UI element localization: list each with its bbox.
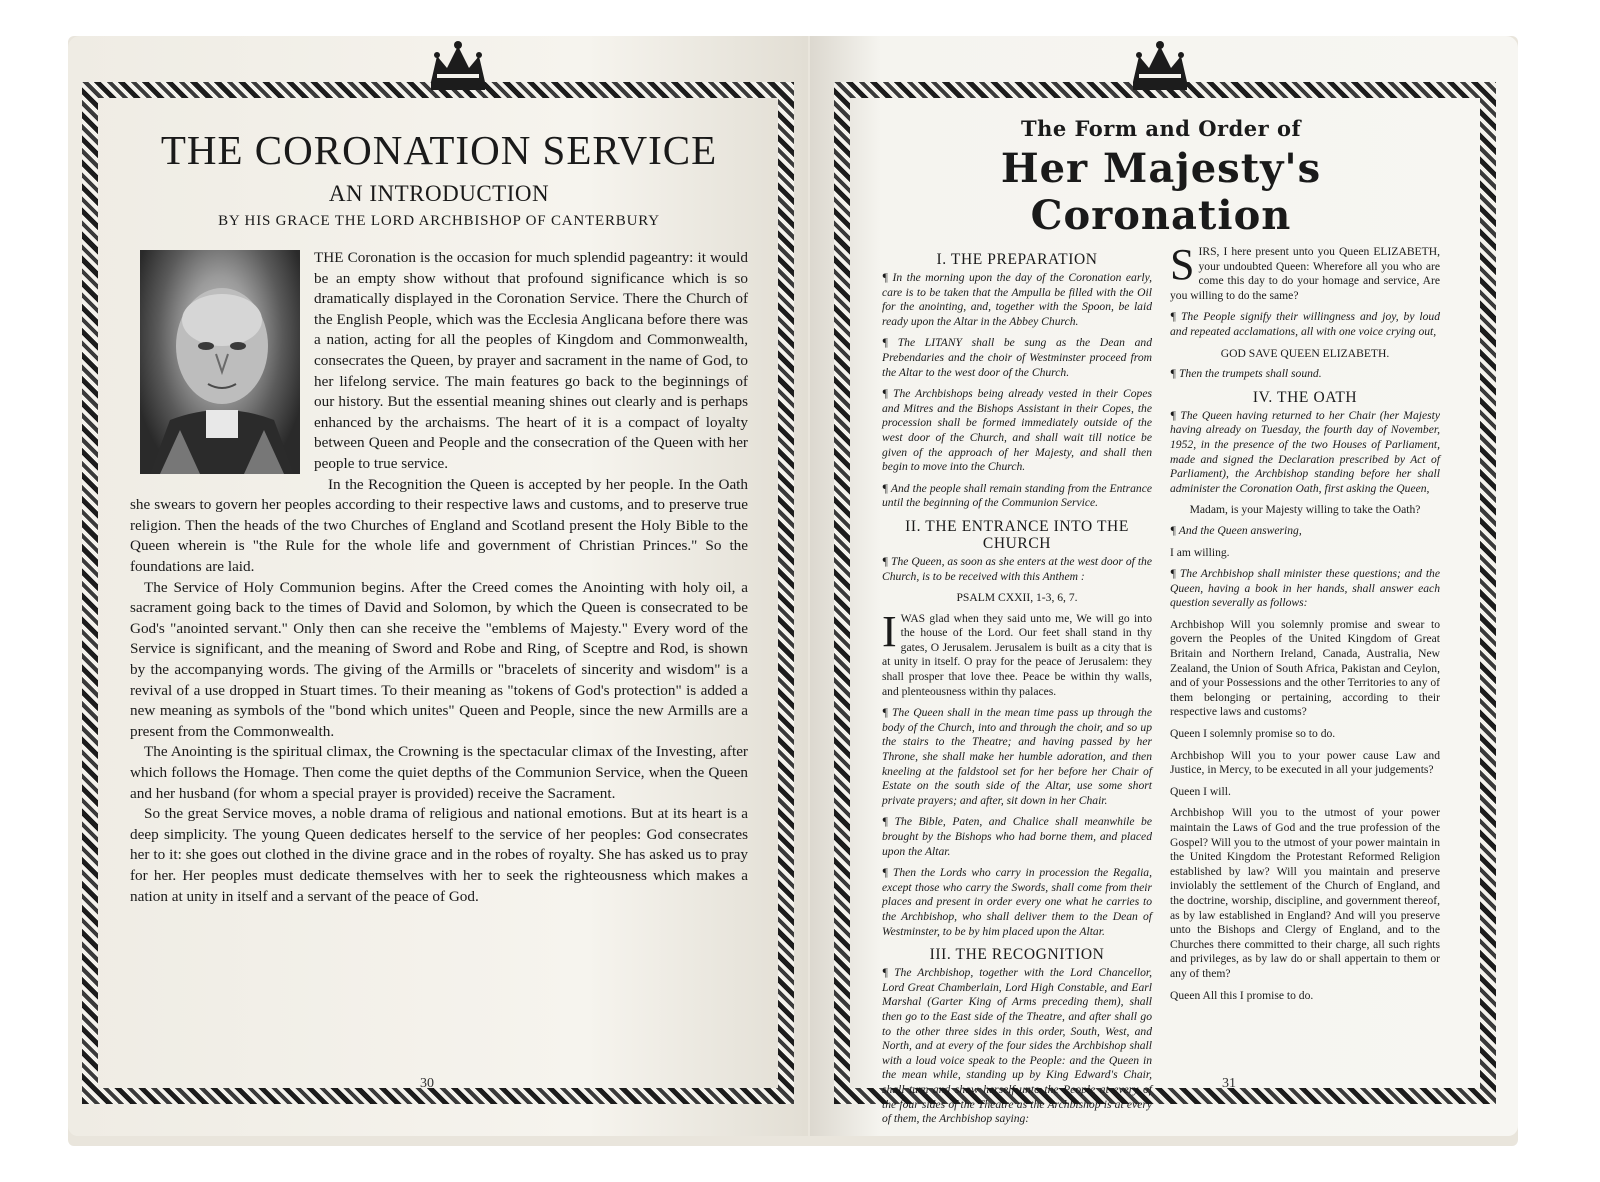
rubric: ¶ The Archbishop, together with the Lord Chancellor, Lord Great Chamberlain, Lord High Constable, and Earl Marshal (Garter King of Arms preceding them), shall then go to the East side of the Theatre, and after shall go to the other three sides in this order, South, West, and North, and at every of the four sides the Archbishop shall with a loud voice speak to the People: and the Queen in the mean while, standing up by King Edward's Chair, shall turn and show herself unto the People at every of the four sides of the Theatre as the Archbishop is at every of them, the Archbishop saying: — [882, 966, 1152, 1126]
open-booklet — [68, 36, 1518, 1146]
byline: BY HIS GRACE THE LORD ARCHBISHOP OF CANTERBURY — [218, 213, 660, 230]
oath-answer: Queen All this I promise to do. — [1170, 988, 1314, 1002]
rubric: ¶ In the morning upon the day of the Coronation early, care is to be taken that the Ampulla be filled with the Oil for the anointing, and, together with the Spoon, be laid ready upon the Altar in the Abbey Church. — [882, 271, 1152, 328]
paragraph-4: The Anointing is the spiritual climax, the Crowning is the spectacular climax of the Investing, after which follows the Homage. Then come the quiet depths of the Communion Service, when the Queen and her husband (for whom a special prayer is provided) receive the Sacrament. — [130, 743, 748, 802]
sirs-body: IRS, I here present unto you Queen ELIZABETH, your undoubted Queen: Wherefore all you who are come this day to do your homage and service, Are you willing to do the same? — [1170, 245, 1440, 302]
paragraph-3: The Service of Holy Communion begins. After the Creed comes the Anointing with holy oil, a sacrament going back to the times of David and Solomon, by which the Queen is consecrated to be God's "anointed servant." Only then can she receive the "emblems of Majesty." Every word of the Service is significant, and the meaning of Sword and Robe and Ring, of Sceptre and Rod, is shown by the accompanying words. The giving of the Armills or "bracelets of sincerity and wisdom" is a revival of a use dropped in Stuart times. To their meaning as "tokens of God's protection" is added a new meaning as symbols of the "bond which unites" Queen and People, since the new Armills are a present from the Commonwealth. — [130, 578, 748, 740]
column-right — [1170, 240, 1440, 1134]
section-heading-entrance: II. THE ENTRANCE INTO THE CHURCH — [905, 517, 1129, 552]
rubric: ¶ The Queen having returned to her Chair (her Majesty having already on Tuesday, the fourth day of November, 1952, in the presence of the two Houses of Parliament, made and signed the Declaration prescribed by Act of Parliament), the Archbishop standing before her shall administer the Coronation Oath, first asking the Queen, — [1170, 408, 1440, 495]
rubric: ¶ And the people shall remain standing from the Entrance until the beginning of the Communion Service. — [882, 481, 1152, 510]
paragraph-1: THE Coronation is the occasion for much splendid pageantry: it would be an empty show without that profound significance which is so dramatically displayed in the Coronation Service. There the Church of the English People, which was the Ecclesia Anglicana before there was a nation, acting for all the peoples of Kingdom and Commonwealth, consecrates the Queen, by prayer and sacrament in the name of God, to her lifelong service. The main features go back to the beginnings of our history. But the essential meaning shines out clearly and is perhaps enhanced by the archaisms. The heart of it is a compact of loyalty between Queen and People and the consecration of the Queen with her people to true service. — [314, 249, 748, 473]
rubric: ¶ Then the trumpets shall sound. — [1170, 367, 1322, 381]
right-page — [810, 36, 1518, 1136]
crown-icon — [1125, 38, 1195, 94]
crown-icon — [423, 38, 493, 94]
anthem-text — [882, 606, 1152, 700]
heading-coronation: Her Majesty's Coronation — [1000, 145, 1322, 239]
psalm-reference: PSALM CXXII, 1-3, 6, 7. — [956, 591, 1078, 605]
section-heading-oath: IV. THE OATH — [1252, 388, 1358, 406]
page-subtitle: AN INTRODUCTION — [328, 181, 550, 207]
rubric: ¶ The People signify their willingness and joy, by loud and repeated acclamations, all with one voice crying out, — [1170, 310, 1440, 338]
oath-answer: Queen I will. — [1170, 784, 1231, 798]
oath-question: Archbishop Will you solemnly promise and swear to govern the Peoples of the United Kingdom of Great Britain and Northern Ireland, Canada, Australia, New Zealand, the Union of South Africa, Pakistan and Ceylon, and of your Possessions and the other Territories to any of them belonging or pertaining, according to their respective laws and customs? — [1170, 617, 1440, 719]
oath-question: Archbishop Will you to the utmost of your power maintain the Laws of God and the true profession of the Gospel? Will you to the utmost of your power maintain in the United Kingdom the Protestant Reformed Religion established by law? Will you maintain and preserve inviolably the settlement of the Church of England, and the doctrine, worship, discipline, and government thereof, as by law established in England? And will you preserve unto the Bishops and Clergy of England, and to the Churches there committed to their charge, all such rights and privileges, as by law do or shall appertain to them or any of them? — [1170, 806, 1440, 980]
introduction-text — [130, 248, 748, 907]
heading-form-and-order: The Form and Order of — [1020, 116, 1302, 141]
section-heading-recognition: III. THE RECOGNITION — [929, 946, 1105, 964]
oath-question: Archbishop Will you to your power cause Law and Justice, in Mercy, to be executed in all your judgements? — [1170, 748, 1440, 777]
rubric: ¶ The Archbishops being already vested in their Copes and Mitres and the Bishops Assistant in their Copes, the procession shall be formed immediately outside of the west door of the Church, and shall wait till notice be given of the approach of her Majesty, and shall then begin to move into the Church. — [882, 387, 1152, 474]
paragraph-2: In the Recognition the Queen is accepted by her people. In the Oath she swears to govern her peoples according to their respective laws and customs, and to preserve true religion. Then the heads of the two Churches of England and Scotland present the Holy Bible to the Queen wherein is "the Rule for the whole life and government of Christian Princes." So the foundations are laid. — [130, 475, 748, 575]
drop-cap: I — [882, 606, 897, 656]
oath-answer: I am willing. — [1170, 545, 1230, 559]
two-column-text — [882, 240, 1440, 1134]
archbishop-portrait — [140, 250, 300, 474]
column-left — [882, 245, 1152, 1134]
oath-question: Madam, is your Majesty willing to take the Oath? — [1189, 503, 1421, 517]
paragraph-5: So the great Service moves, a noble drama of religious and national emotions. But at its heart is a deep simplicity. The young Queen dedicates herself to the service of her peoples: God consecrates her to it: she goes out clothed in the divine grace and in the robes of royalty. She has asked us to pray for her. Her peoples must dedicate themselves with her to seek the righteousness which makes a nation at unity in itself and a servant of the peace of God. — [130, 805, 748, 905]
page-title: THE CORONATION SERVICE — [160, 127, 718, 173]
oath-answer: Queen I solemnly promise so to do. — [1170, 727, 1336, 741]
left-page-content — [130, 128, 748, 1048]
drop-cap: S — [1170, 240, 1195, 289]
rubric: ¶ The Queen shall in the mean time pass up through the body of the Church, into and through the choir, and so up the stairs to the Theatre; and having passed by her Throne, she shall make her humble adoration, and then kneeling at the faldstool set for her before her Chair of Estate on the south side of the Altar, use some short private prayers; and after, sit down in her Chair. — [882, 706, 1152, 807]
rubric: ¶ The Bible, Paten, and Chalice shall meanwhile be brought by the Bishops who had borne them, and placed upon the Altar. — [882, 815, 1152, 858]
page-number: 30 — [420, 1076, 434, 1091]
acclamation: GOD SAVE QUEEN ELIZABETH. — [1220, 346, 1390, 360]
rubric: ¶ The Queen, as soon as she enters at the west door of the Church, is to be received with this Anthem : — [882, 554, 1152, 583]
section-heading-preparation: I. THE PREPARATION — [936, 251, 1098, 268]
left-page — [68, 36, 808, 1136]
rubric: ¶ Then the Lords who carry in procession the Regalia, except those who carry the Swords, shall come from their places and present in order every one what he carries to the Archbishop, who shall deliver them to the Dean of Westminster, to be by him placed upon the Altar. — [882, 866, 1152, 938]
rubric: ¶ And the Queen answering, — [1170, 523, 1302, 537]
anthem-body: WAS glad when they said unto me, We will go into the house of the Lord. Our feet shall stand in thy gates, O Jerusalem. Jerusalem is built as a city that is at unity in itself. O pray for the peace of Jerusalem: they shall prosper that love thee. Peace be within thy walls, and plenteousness within thy palaces. — [882, 611, 1152, 698]
sirs-text — [1170, 240, 1440, 303]
rubric: ¶ The Archbishop shall minister these questions; and the Queen, having a book in her hands, shall answer each question severally as follows: — [1170, 567, 1440, 610]
rubric: ¶ The LITANY shall be sung as the Dean and Prebendaries and the choir of Westminster proceed from the Altar to the west door of the Church. — [882, 336, 1152, 379]
page-number: 31 — [1222, 1076, 1236, 1091]
